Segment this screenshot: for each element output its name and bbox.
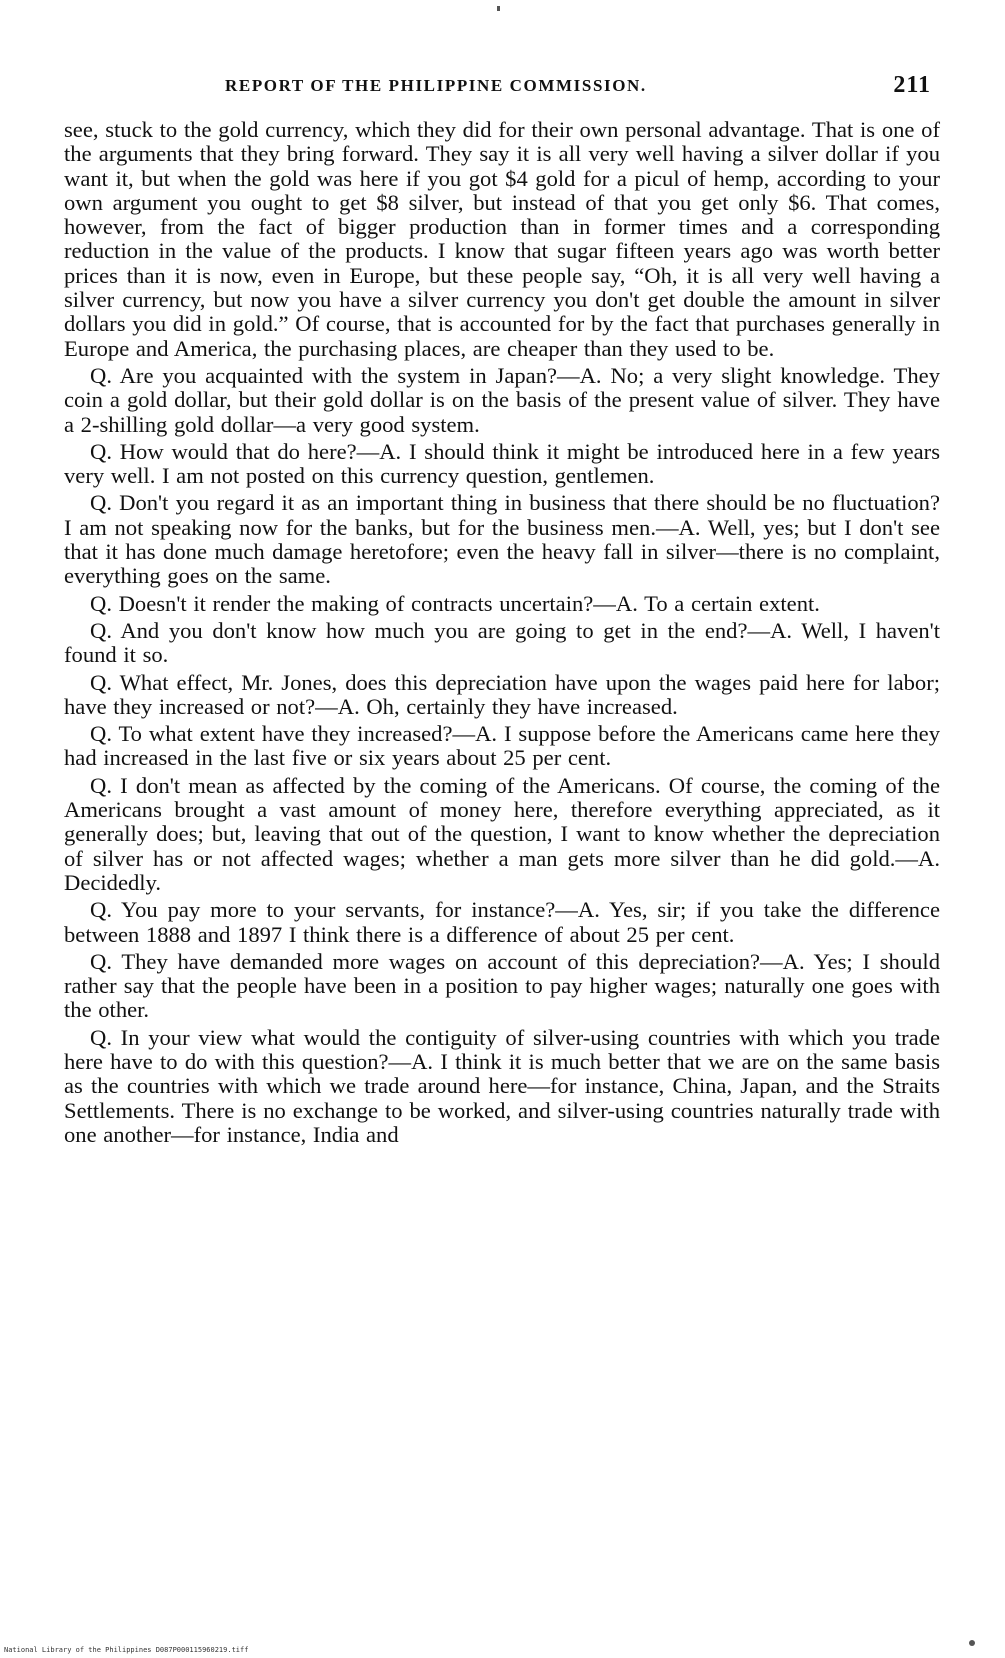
scan-mark xyxy=(969,1640,975,1646)
qa-paragraph: Q. They have demanded more wages on account of this depreciation?—A. Yes; I should rather say that the people have been in a position to pay higher wages; naturally one goes with the other. xyxy=(64,948,940,1023)
qa-paragraph: Q. You pay more to your servants, for instance?—A. Yes, sir; if you take the difference between 1888 and 1897 I think there is a difference of about 25 per cent. xyxy=(64,897,940,947)
qa-paragraph: Q. How would that do here?—A. I should think it might be introduced here in a few years very well. I am not posted on this currency question, gentlemen. xyxy=(64,438,940,489)
qa-paragraph: Q. In your view what would the contiguity of silver-using countries with which you trade here have to do with this question?—A. I think it is much better that we are on the same basis as the countries with which we trade around here—for instance, China, Japan, and the Straits Settlements. There is no exchange to be worked, and silver-using countries naturally trade with one another—for instance, India and xyxy=(64,1024,940,1147)
qa-paragraph: Q. To what extent have they increased?—A. I suppose before the Americans came here they had increased in the last five or six years about 25 per cent. xyxy=(64,721,940,771)
body-text xyxy=(64,118,940,1147)
qa-paragraph: Q. And you don't know how much you are going to get in the end?—A. Well, I haven't found it so. xyxy=(64,617,940,668)
qa-paragraph: Q. Don't you regard it as an important thing in business that there should be no fluctuation? I am not speaking now for the banks, but for the business men.—A. Well, yes; but I don't see that it has done much damage heretofore; even the heavy fall in silver—there is no complaint, everything goes on the same. xyxy=(64,490,940,589)
page-number: 211 xyxy=(893,72,931,98)
qa-paragraph: Q. Doesn't it render the making of contracts uncertain?—A. To a certain extent. xyxy=(90,590,820,616)
scan-speck xyxy=(497,6,500,11)
running-title: REPORT OF THE PHILIPPINE COMMISSION. xyxy=(225,76,647,95)
page-header xyxy=(215,72,945,108)
qa-paragraph: Q. Are you acquainted with the system in Japan?—A. No; a very slight knowledge. They coin a gold dollar, but their gold dollar is on the basis of the present value of silver. They have a 2-shilling gold dollar—a very good system. xyxy=(64,362,940,437)
paragraph-continued: see, stuck to the gold currency, which they did for their own personal advantage. That is one of the arguments that they bring forward. They say it is all very well having a silver dollar if you want it, but when the gold was here if you got $4 gold for a picul of hemp, according to your own argument you ought to get $8 silver, but instead of that you get only $6. That comes, however, from the fact of bigger production than in former times and a corresponding reduction in the value of the products. I know that sugar fifteen years ago was worth better prices than it is now, even in Europe, but these people say, “Oh, it is all very well having a silver currency, but now you have a silver currency you don't get double the amount in silver dollars you did in gold.” Of course, that is accounted for by the fact that purchases generally in Europe and America, the purchasing places, are cheaper than they used to be. xyxy=(64,117,940,361)
qa-paragraph: Q. What effect, Mr. Jones, does this depreciation have upon the wages paid here for labor; have they increased or not?—A. Oh, certainly they have increased. xyxy=(64,669,940,719)
scan-footer-label: National Library of the Philippines D087P000115960219.tiff xyxy=(4,1646,249,1654)
qa-paragraph: Q. I don't mean as affected by the coming of the Americans. Of course, the coming of the Americans brought a vast amount of money here, therefore everything appreciated, as it generally does; but, leaving that out of the question, I want to know whether the depreciation of silver has or not affected wages; whether a man gets more silver than he did gold.—A. Decidedly. xyxy=(64,772,940,895)
